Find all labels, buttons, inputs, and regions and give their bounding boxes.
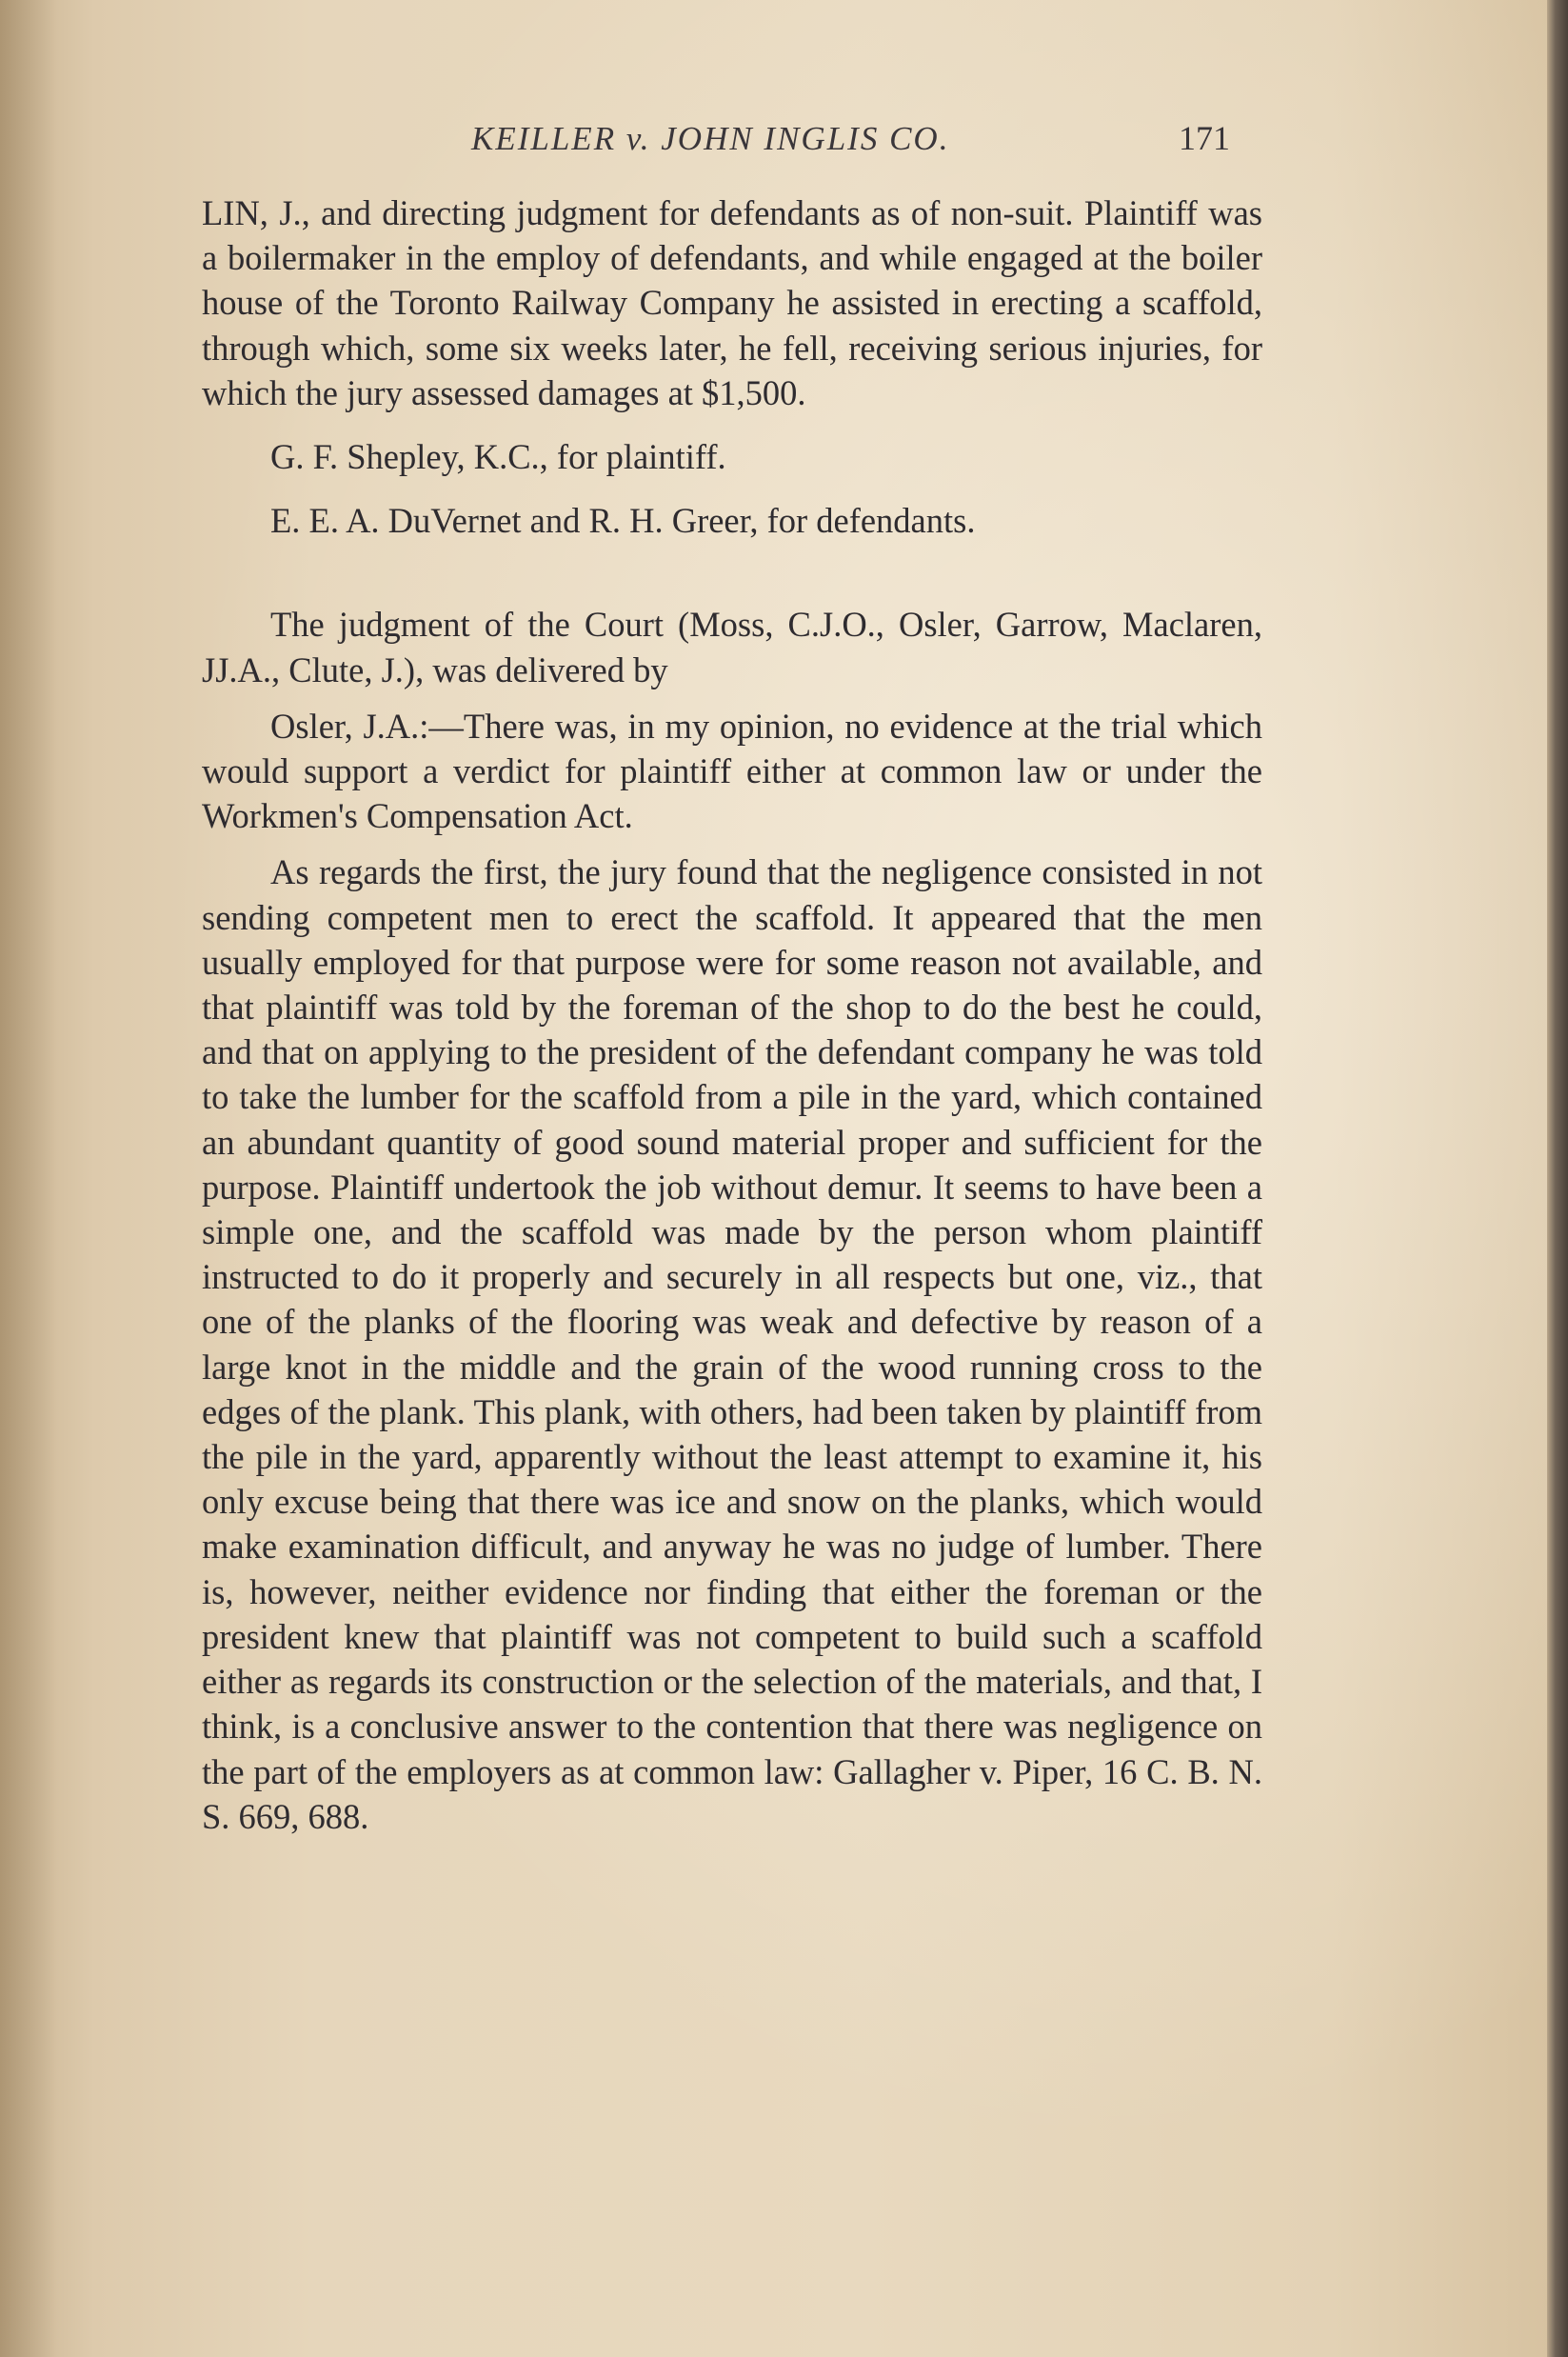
body-text — [202, 190, 1262, 1839]
judgment-intro: The judgment of the Court (Moss, C.J.O., Osler, Garrow, Maclaren, JJ.A., Clute, J.), was delivered by — [202, 605, 1262, 689]
counsel-defendants: E. E. A. DuVernet and R. H. Greer, for defendants. — [270, 501, 976, 541]
paragraph-case-summary: LIN, J., and directing judgment for defendants as of non-suit. Plaintiff was a boilermaker in the employ of defendants, and while engaged at the boiler house of the Toronto Railway Company he assisted in erecting a scaffold, through which, some six weeks later, he fell, receiving serious injuries, for which the jury assessed damages at $1,500. — [202, 193, 1262, 412]
running-head: KEILLER v. JOHN INGLIS CO. — [471, 120, 950, 157]
paragraph-osler-opinion: Osler, J.A.:—There was, in my opinion, no evidence at the trial which would support a verdict for plaintiff either at common law or under the Workmen's Compensation Act. — [202, 706, 1262, 836]
counsel-plaintiff: G. F. Shepley, K.C., for plaintiff. — [270, 437, 726, 477]
paragraph-negligence: As regards the first, the jury found that the negligence consisted in not sending competent men to erect the scaffold. It appeared that the men usually employed for that purpose were for some reason not available, and that plaintiff was told by the foreman of the shop to do the best he could, and that on applying to the president of the defendant company he was told to take the lumber for the scaffold from a pile in the yard, which contained an abundant quantity of good sound material proper and sufficient for the purpose. Plaintiff undertook the job without demur. It seems to have been a simple one, and the scaffold was made by the person whom plaintiff instructed to do it properly and securely in all respects but one, viz., that one of the planks of the flooring was weak and defective by reason of a large knot in the middle and the grain of the wood running cross to the edges of the plank. This plank, with others, had been taken by plaintiff from the pile in the yard, apparently without the least attempt to examine it, his only excuse being that there was ice and snow on the planks, which would make examination difficult, and anyway he was no judge of lumber. There is, however, neither evidence nor finding that either the foreman or the president knew that plaintiff was not competent to build such a scaffold either as regards its construction or the selection of the materials, and that, I think, is a conclusive answer to the contention that there was negligence on the part of the employers as at common law: Gallagher v. Piper, 16 C. B. N. S. 669, 688. — [202, 852, 1262, 1836]
page-number: 171 — [1179, 119, 1230, 157]
page-edge — [1547, 0, 1568, 2357]
spine-shadow — [0, 0, 57, 2357]
